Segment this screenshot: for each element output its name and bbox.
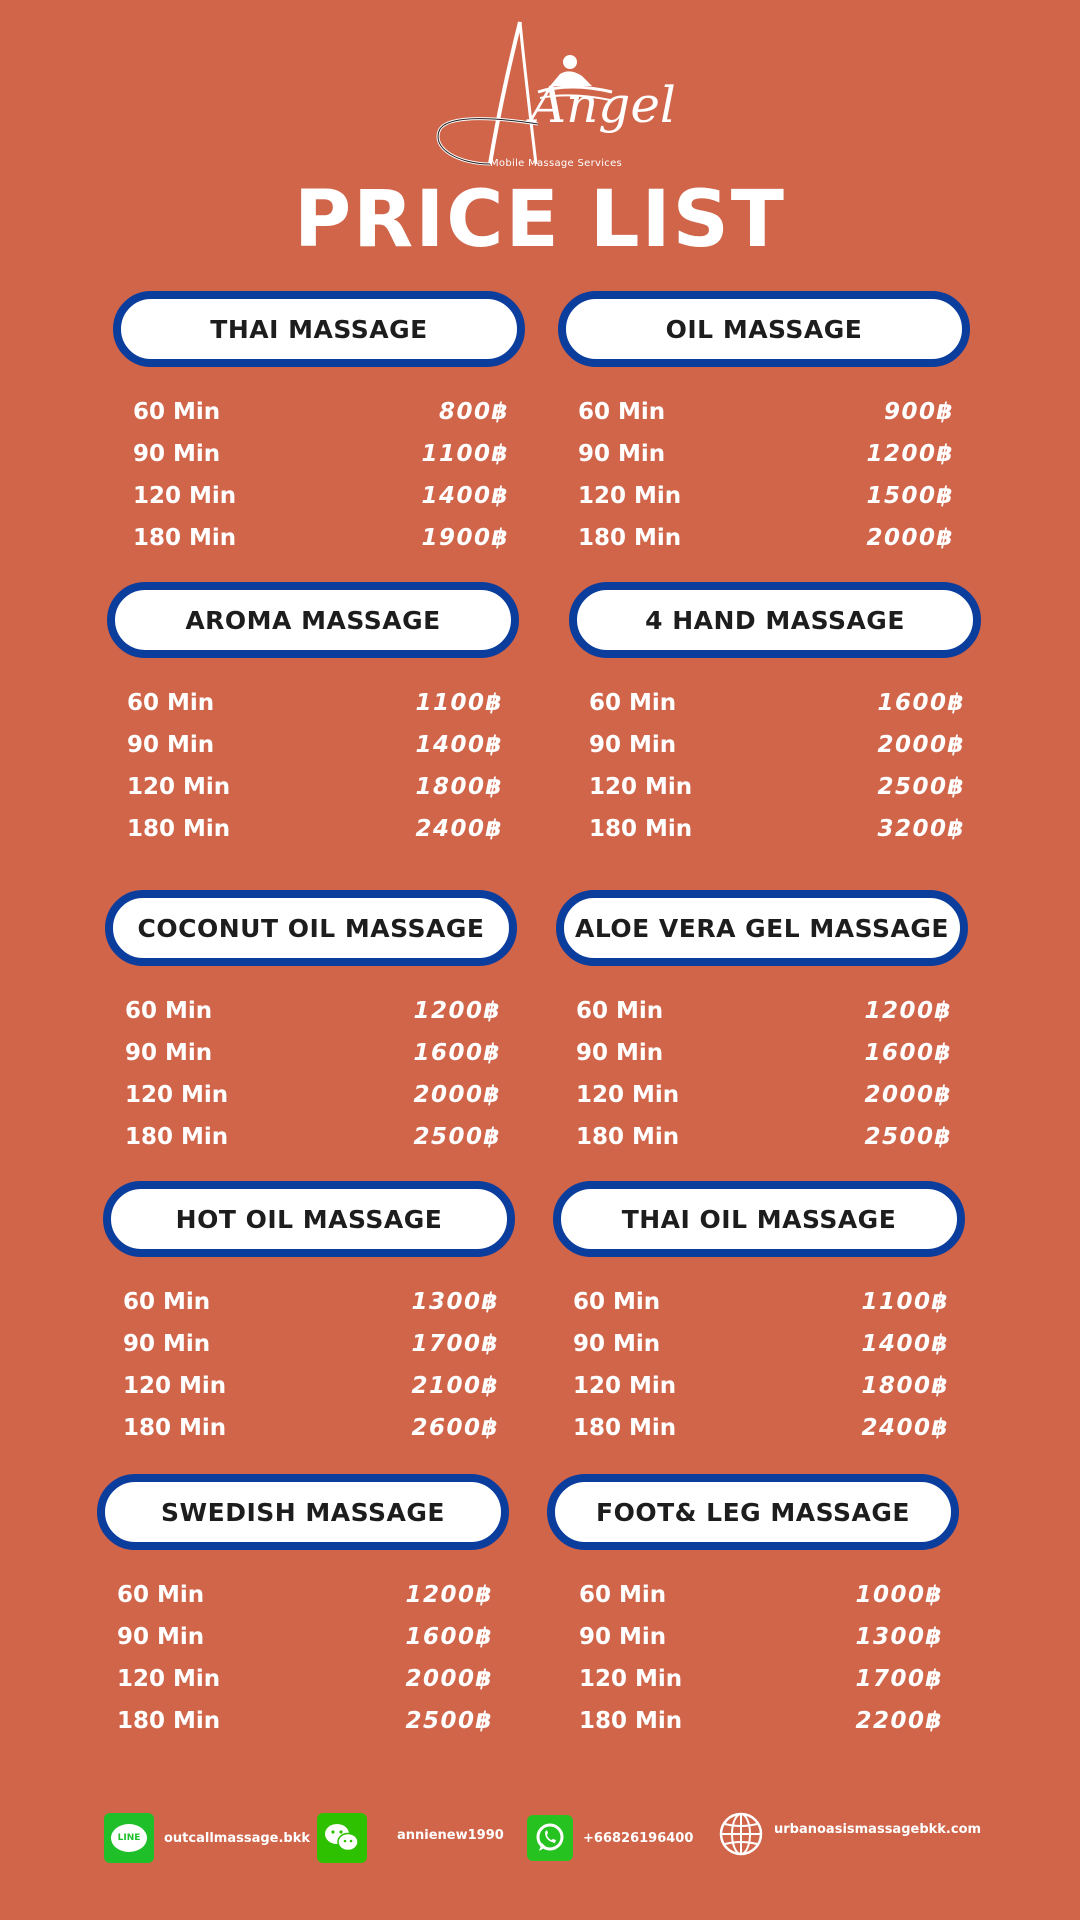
price: 1800฿ <box>415 774 503 800</box>
duration: 180 Min <box>127 816 231 842</box>
price: 3200฿ <box>877 816 965 842</box>
price-row <box>127 682 503 724</box>
price-list <box>107 682 519 850</box>
service-header <box>105 890 517 966</box>
price-list <box>558 391 970 559</box>
price: 1300฿ <box>855 1624 943 1650</box>
service-hot-oil-massage <box>103 1181 515 1449</box>
price: 1400฿ <box>861 1331 949 1357</box>
price-list <box>569 682 981 850</box>
price: 1900฿ <box>421 525 509 551</box>
logo-tagline: Mobile Massage Services <box>490 158 623 169</box>
price: 1200฿ <box>866 441 954 467</box>
duration: 120 Min <box>576 1082 680 1108</box>
price-row <box>578 475 954 517</box>
price-row <box>589 808 965 850</box>
duration: 120 Min <box>579 1666 683 1692</box>
service-title: OIL MASSAGE <box>665 314 863 344</box>
price: 1100฿ <box>861 1289 949 1315</box>
price: 1200฿ <box>413 998 501 1024</box>
price: 1700฿ <box>855 1666 943 1692</box>
service-title: 4 HAND MASSAGE <box>645 605 905 635</box>
price-row <box>117 1574 493 1616</box>
price-row <box>127 724 503 766</box>
duration: 60 Min <box>133 399 221 425</box>
service-4-hand-massage <box>569 582 981 850</box>
duration: 60 Min <box>117 1582 205 1608</box>
price: 1500฿ <box>866 483 954 509</box>
price-row <box>576 1116 952 1158</box>
price-row <box>576 990 952 1032</box>
price-row <box>127 808 503 850</box>
service-header <box>553 1181 965 1257</box>
price: 2500฿ <box>864 1124 952 1150</box>
contact-whatsapp[interactable] <box>527 1812 693 1864</box>
globe-icon <box>718 1811 764 1857</box>
price: 1400฿ <box>421 483 509 509</box>
price: 800฿ <box>438 399 509 425</box>
duration: 90 Min <box>123 1331 211 1357</box>
price-row <box>579 1574 943 1616</box>
price-row <box>579 1700 943 1742</box>
service-header <box>97 1474 509 1550</box>
price-list <box>103 1281 515 1449</box>
price: 2500฿ <box>405 1708 493 1734</box>
service-title: HOT OIL MASSAGE <box>175 1204 443 1234</box>
duration: 60 Min <box>123 1289 211 1315</box>
price-row <box>133 475 509 517</box>
price-list <box>556 990 968 1158</box>
price: 2500฿ <box>413 1124 501 1150</box>
duration: 60 Min <box>578 399 666 425</box>
duration: 180 Min <box>125 1124 229 1150</box>
duration: 90 Min <box>125 1040 213 1066</box>
duration: 180 Min <box>578 525 682 551</box>
duration: 120 Min <box>589 774 693 800</box>
price-row <box>589 724 965 766</box>
price-row <box>589 682 965 724</box>
service-coconut-oil-massage <box>105 890 517 1158</box>
price-list <box>547 1574 959 1742</box>
duration: 180 Min <box>133 525 237 551</box>
service-title: SWEDISH MASSAGE <box>161 1497 445 1527</box>
duration: 60 Min <box>589 690 677 716</box>
logo-wordmark: Angel <box>530 76 676 134</box>
wechat-icon <box>317 1813 367 1863</box>
price-row <box>573 1407 949 1449</box>
service-aloe-vera-gel-massage <box>556 890 968 1158</box>
price-row <box>573 1365 949 1407</box>
website-url[interactable]: urbanoasismassagebkk.com <box>774 1821 982 1837</box>
price-row <box>125 1032 501 1074</box>
service-title: AROMA MASSAGE <box>185 605 441 635</box>
line-icon-label: LINE <box>111 1824 147 1852</box>
price: 2000฿ <box>866 525 954 551</box>
duration: 120 Min <box>133 483 237 509</box>
price-list <box>105 990 517 1158</box>
service-header <box>569 582 981 658</box>
service-thai-oil-massage <box>553 1181 965 1449</box>
duration: 120 Min <box>117 1666 221 1692</box>
whatsapp-number: +66826196400 <box>583 1830 694 1846</box>
price-row <box>125 990 501 1032</box>
service-aroma-massage <box>107 582 519 850</box>
duration: 120 Min <box>573 1373 677 1399</box>
price-row <box>579 1616 943 1658</box>
price: 2100฿ <box>411 1373 499 1399</box>
line-icon <box>104 1813 154 1863</box>
duration: 60 Min <box>127 690 215 716</box>
duration: 180 Min <box>576 1124 680 1150</box>
price-row <box>578 517 954 559</box>
price: 2400฿ <box>415 816 503 842</box>
service-header <box>103 1181 515 1257</box>
duration: 60 Min <box>125 998 213 1024</box>
price-row <box>123 1407 499 1449</box>
duration: 180 Min <box>589 816 693 842</box>
price: 1100฿ <box>421 441 509 467</box>
duration: 120 Min <box>125 1082 229 1108</box>
price-row <box>123 1365 499 1407</box>
duration: 90 Min <box>117 1624 205 1650</box>
duration: 90 Min <box>573 1331 661 1357</box>
service-header <box>547 1474 959 1550</box>
price-list <box>113 391 525 559</box>
duration: 90 Min <box>127 732 215 758</box>
price-row <box>123 1323 499 1365</box>
service-thai-massage <box>113 291 525 559</box>
service-title: THAI MASSAGE <box>210 314 428 344</box>
price-row <box>589 766 965 808</box>
duration: 60 Min <box>579 1582 667 1608</box>
price: 1200฿ <box>864 998 952 1024</box>
price-row <box>576 1032 952 1074</box>
duration: 60 Min <box>576 998 664 1024</box>
price: 2500฿ <box>877 774 965 800</box>
price: 1300฿ <box>411 1289 499 1315</box>
price-list <box>97 1574 509 1742</box>
price: 1800฿ <box>861 1373 949 1399</box>
price-row <box>133 391 509 433</box>
price-list <box>553 1281 965 1449</box>
price: 1600฿ <box>877 690 965 716</box>
price-row <box>576 1074 952 1116</box>
service-title: COCONUT OIL MASSAGE <box>137 913 485 943</box>
duration: 180 Min <box>123 1415 227 1441</box>
wechat-id: annienew1990 <box>397 1827 504 1843</box>
price-row <box>133 517 509 559</box>
price-row <box>579 1658 943 1700</box>
duration: 90 Min <box>133 441 221 467</box>
price-row <box>117 1658 493 1700</box>
line-id: outcallmassage.bkk <box>164 1830 311 1846</box>
service-oil-massage <box>558 291 970 559</box>
price-row <box>573 1281 949 1323</box>
duration: 180 Min <box>573 1415 677 1441</box>
price-row <box>125 1074 501 1116</box>
duration: 180 Min <box>117 1708 221 1734</box>
duration: 120 Min <box>578 483 682 509</box>
price-row <box>127 766 503 808</box>
price: 900฿ <box>883 399 954 425</box>
price-row <box>123 1281 499 1323</box>
price: 2200฿ <box>855 1708 943 1734</box>
price-row <box>117 1616 493 1658</box>
price: 2600฿ <box>411 1415 499 1441</box>
page-title: PRICE LIST <box>293 175 787 265</box>
contact-wechat[interactable] <box>317 1812 504 1864</box>
whatsapp-icon <box>527 1815 573 1861</box>
duration: 120 Min <box>123 1373 227 1399</box>
price: 1600฿ <box>405 1624 493 1650</box>
price: 2400฿ <box>861 1415 949 1441</box>
price: 1600฿ <box>413 1040 501 1066</box>
brand-logo <box>420 14 676 174</box>
duration: 90 Min <box>578 441 666 467</box>
price: 2000฿ <box>405 1666 493 1692</box>
price-row <box>117 1700 493 1742</box>
service-title: FOOT& LEG MASSAGE <box>596 1497 910 1527</box>
price: 2000฿ <box>864 1082 952 1108</box>
duration: 90 Min <box>579 1624 667 1650</box>
price-row <box>133 433 509 475</box>
price: 1100฿ <box>415 690 503 716</box>
price-row <box>125 1116 501 1158</box>
service-header <box>107 582 519 658</box>
service-header <box>113 291 525 367</box>
price: 1400฿ <box>415 732 503 758</box>
price: 1700฿ <box>411 1331 499 1357</box>
service-header <box>556 890 968 966</box>
price-row <box>578 391 954 433</box>
service-title: ALOE VERA GEL MASSAGE <box>575 913 949 943</box>
price-row <box>578 433 954 475</box>
price: 1600฿ <box>864 1040 952 1066</box>
duration: 60 Min <box>573 1289 661 1315</box>
service-foot-leg-massage <box>547 1474 959 1742</box>
price: 2000฿ <box>877 732 965 758</box>
price-row <box>573 1323 949 1365</box>
contact-website[interactable] <box>718 1808 981 1860</box>
price: 1200฿ <box>405 1582 493 1608</box>
contact-line[interactable] <box>104 1812 310 1864</box>
duration: 120 Min <box>127 774 231 800</box>
duration: 180 Min <box>579 1708 683 1734</box>
service-swedish-massage <box>97 1474 509 1742</box>
service-title: THAI OIL MASSAGE <box>621 1204 897 1234</box>
duration: 90 Min <box>589 732 677 758</box>
duration: 90 Min <box>576 1040 664 1066</box>
service-header <box>558 291 970 367</box>
price: 2000฿ <box>413 1082 501 1108</box>
price: 1000฿ <box>855 1582 943 1608</box>
